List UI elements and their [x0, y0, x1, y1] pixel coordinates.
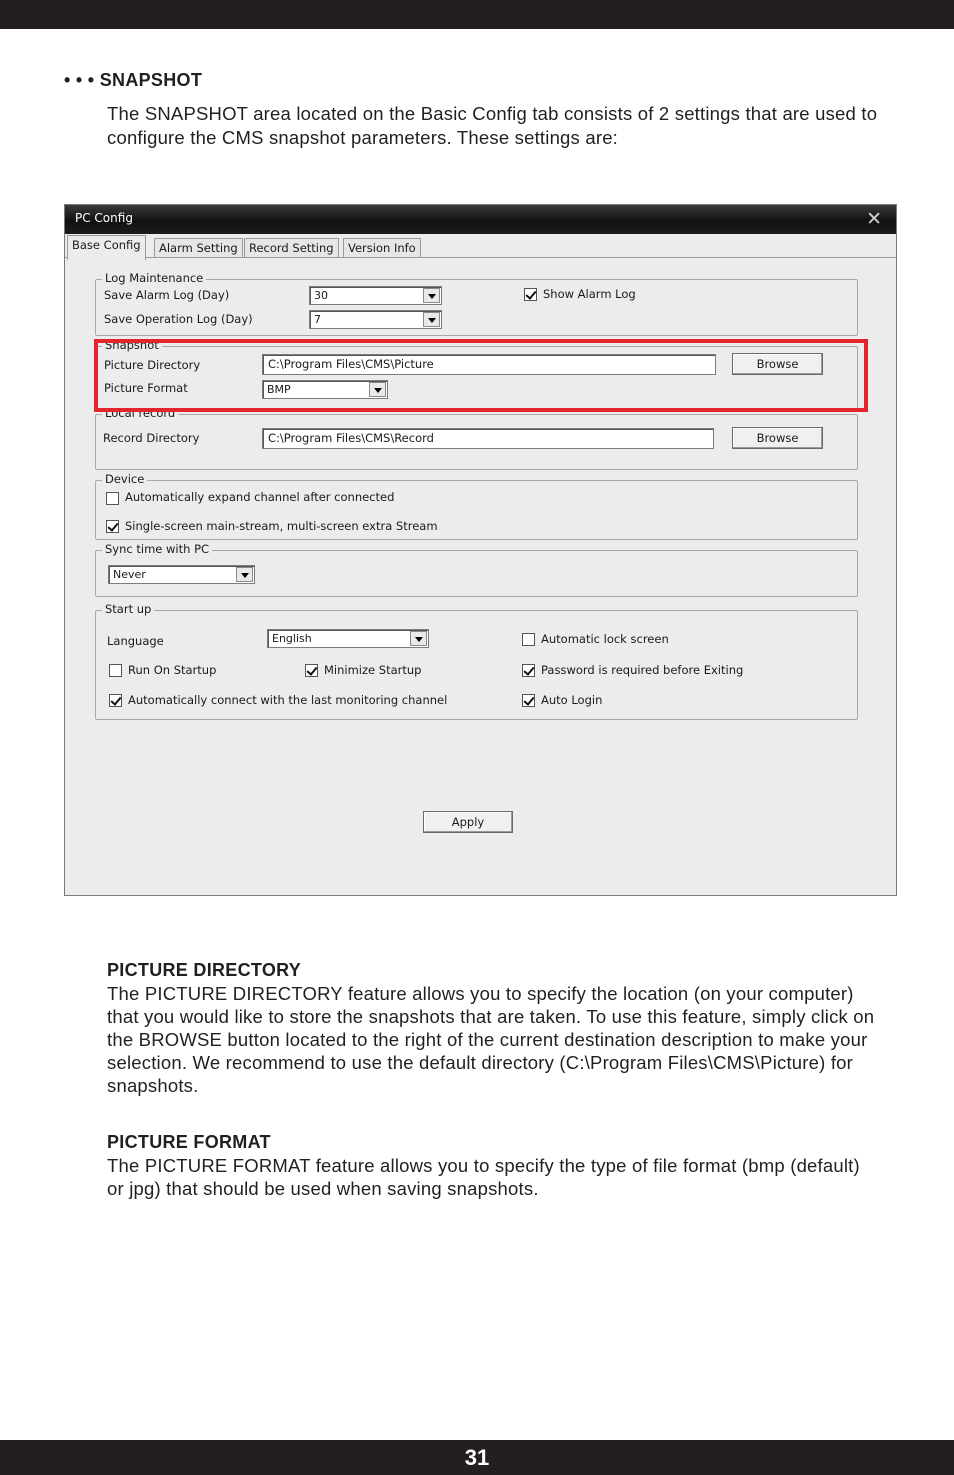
minimize-startup-checkbox[interactable] — [305, 664, 318, 677]
device-legend: Device — [102, 472, 147, 486]
minimize-startup-label: Minimize Startup — [324, 663, 422, 677]
startup-legend: Start up — [102, 602, 154, 616]
tab-alarm-setting[interactable]: Alarm Setting — [154, 238, 243, 258]
picture-format-body: The PICTURE FORMAT feature allows you to specify the type of file format (bmp (default) or jpg) that should be used when saving snapshots. — [107, 1155, 860, 1199]
save-operation-log-label: Save Operation Log (Day) — [104, 312, 253, 326]
auto-lock-label: Automatic lock screen — [541, 632, 669, 646]
chevron-down-icon[interactable] — [423, 312, 440, 327]
picture-format-value: BMP — [267, 383, 291, 396]
page-number: 31 — [464, 1445, 490, 1470]
sync-time-legend: Sync time with PC — [102, 542, 212, 556]
apply-button[interactable]: Apply — [423, 811, 513, 833]
language-value: English — [272, 632, 312, 645]
picture-directory-browse-button[interactable]: Browse — [732, 353, 823, 375]
chevron-down-icon[interactable] — [369, 382, 386, 397]
auto-login-label: Auto Login — [541, 693, 603, 707]
tab-divider — [65, 257, 896, 258]
sync-time-value: Never — [113, 568, 146, 581]
password-exit-checkbox[interactable] — [522, 664, 535, 677]
picture-directory-label: Picture Directory — [104, 358, 201, 372]
picture-format-label: Picture Format — [104, 381, 188, 395]
local-record-legend: Local record — [102, 406, 178, 420]
show-alarm-log-checkbox[interactable] — [524, 288, 537, 301]
record-directory-browse-button[interactable]: Browse — [732, 427, 823, 449]
snapshot-legend: Snapshot — [102, 338, 162, 352]
chevron-down-icon[interactable] — [236, 567, 253, 582]
password-exit-label: Password is required before Exiting — [541, 663, 744, 677]
auto-expand-checkbox[interactable] — [106, 492, 119, 505]
picture-format-heading: PICTURE FORMAT — [107, 1132, 271, 1152]
save-operation-log-value: 7 — [314, 313, 321, 326]
tab-base-config[interactable]: Base Config — [67, 235, 146, 260]
chevron-down-icon[interactable] — [423, 288, 440, 303]
log-maintenance-legend: Log Maintenance — [102, 271, 206, 285]
single-screen-label: Single-screen main-stream, multi-screen extra Stream — [125, 519, 438, 533]
dialog-title: PC Config — [75, 211, 133, 225]
sync-time-select[interactable] — [108, 565, 255, 584]
save-alarm-log-value: 30 — [314, 289, 328, 302]
language-label: Language — [107, 634, 164, 648]
run-on-startup-checkbox[interactable] — [109, 664, 122, 677]
close-icon[interactable]: ✕ — [866, 208, 882, 230]
auto-connect-label: Automatically connect with the last monitoring channel — [128, 693, 448, 707]
auto-expand-label: Automatically expand channel after connected — [125, 490, 395, 504]
picture-directory-heading: PICTURE DIRECTORY — [107, 960, 302, 980]
run-on-startup-label: Run On Startup — [128, 663, 217, 677]
intro-paragraph: The SNAPSHOT area located on the Basic Config tab consists of 2 settings that are used to configure the CMS snapshot parameters. These settings are: — [107, 103, 878, 148]
auto-lock-checkbox[interactable] — [522, 633, 535, 646]
record-directory-label: Record Directory — [103, 431, 200, 445]
tab-version-info[interactable]: Version Info — [343, 238, 421, 258]
top-bar — [0, 0, 954, 29]
picture-format-select[interactable] — [262, 380, 388, 399]
dialog-titlebar — [65, 205, 896, 234]
record-directory-field[interactable]: C:\Program Files\CMS\Record — [262, 428, 714, 449]
section-title: • • • SNAPSHOT — [64, 70, 203, 90]
language-select[interactable] — [267, 629, 429, 648]
save-alarm-log-label: Save Alarm Log (Day) — [104, 288, 230, 302]
picture-directory-field[interactable]: C:\Program Files\CMS\Picture — [262, 354, 716, 375]
tab-record-setting[interactable]: Record Setting — [244, 238, 339, 258]
save-operation-log-select[interactable] — [309, 310, 442, 329]
auto-connect-checkbox[interactable] — [109, 694, 122, 707]
pc-config-dialog — [64, 204, 897, 896]
single-screen-checkbox[interactable] — [106, 520, 119, 533]
save-alarm-log-select[interactable] — [309, 286, 442, 305]
picture-directory-body: The PICTURE DIRECTORY feature allows you to specify the location (on your computer) that you would like to store the snapshots that are taken. To use this feature, simply click on the BROWSE button located to the right of the current destination description to make your selection. We recommend to use the default directory (C:\Program Files\CMS\Picture) for snapshots. — [107, 983, 875, 1096]
show-alarm-log-label: Show Alarm Log — [543, 287, 636, 301]
auto-login-checkbox[interactable] — [522, 694, 535, 707]
chevron-down-icon[interactable] — [410, 631, 427, 646]
